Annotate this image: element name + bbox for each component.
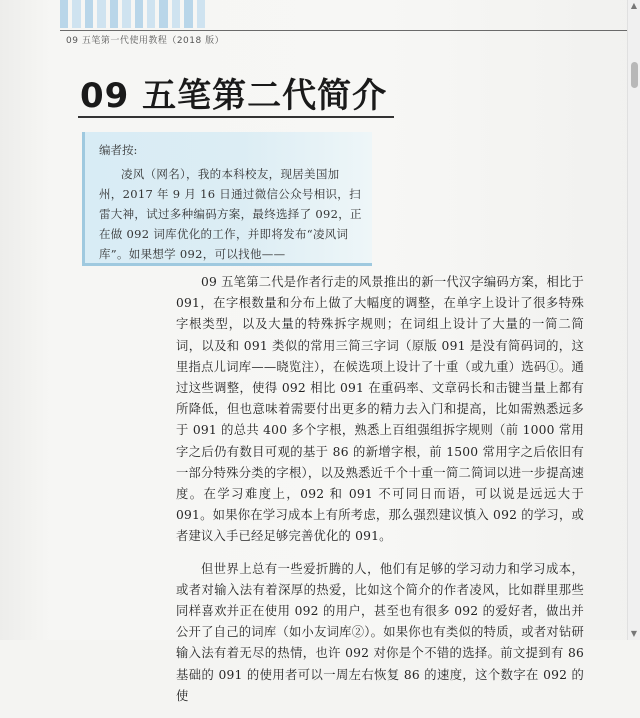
editor-note-box (82, 132, 372, 266)
header-decoration (60, 0, 205, 28)
header-stripe (122, 0, 130, 28)
header-stripe (147, 0, 155, 28)
scrollbar-thumb[interactable] (631, 62, 638, 88)
header-stripe (197, 0, 205, 28)
editor-note-label: 编者按: (99, 143, 138, 157)
scroll-down-icon[interactable]: ▼ (630, 629, 638, 638)
header-stripe (172, 0, 180, 28)
body-paragraph: 09 五笔第二代是作者行走的风景推出的新一代汉字编码方案，相比于 091，在字根数量和分布上做了大幅度的调整，在单字上设计了很多特殊字根类型，以及大量的特殊拆字规则；在词组上设计了大量的一简二简词，以及和 091 类似的常用三简三字词（原版 091 是没有简码词的，这里指点儿词库——晓览注），在候选项上设计了十重（或九重）选码①。通过这些调整，使得 092 相比 091 在重码率、文章码长和击键当量上都有所降低，但也意味着需要付出更多的精力去入门和提高，比如需熟悉远多于 091 的总共 400 多个字根，熟悉上百组强组拆字规则（前 1000 常用字之后仍有数目可观的基于 86 的新增字根，前 1500 常用字之后依旧有一部分特殊分类的字根），以及熟悉近千个十重一简二简词以进一步提高速度。在学习难度上，092 和 091 不可同日而语，可以说是远远大于 091。如果你在学习成本上有所考虑，那么强烈建议慎入 092 的学习，或者建议入手已经足够完善优化的 091。 (176, 275, 584, 544)
body-text (176, 272, 584, 718)
header-stripe (159, 0, 167, 28)
scroll-up-icon[interactable]: ▲ (630, 1, 638, 10)
chapter-title: 09 五笔第二代简介 (80, 76, 388, 116)
body-paragraph: 但世界上总有一些爱折腾的人，他们有足够的学习动力和学习成本，或者对输入法有着深厚的热爱，比如这个简介的作者凌风，比如群里那些同样喜欢并正在使用 092 的用户，甚至也有很多 092 的爱好者，做出并公开了自己的词库（如小友词库②）。如果你也有类似的特质，或者对钻研输入法有着无尽的热情，也许 092 对你是个不错的选择。前文提到有 86 基础的 091 的使用者可以一周左右恢复 86 的速度，这个数字在 092 的使 (176, 561, 584, 703)
header-stripe (60, 0, 68, 28)
header-stripe (110, 0, 118, 28)
running-head: 09 五笔第一代使用教程（2018 版） (66, 36, 225, 46)
editor-note-text: 凌风（网名），我的本科校友，现居美国加州，2017 年 9 月 16 日通过微信公众号相识，扫雷大神，试过多种编码方案，最终选择了 092，正在做 092 词库优化的工作，并即将发布“凌风词库”。如果想学 092，可以找他—— (99, 167, 362, 261)
vertical-scrollbar[interactable] (627, 0, 640, 640)
header-stripe (97, 0, 105, 28)
header-stripe (85, 0, 93, 28)
title-underline (78, 116, 394, 118)
header-stripe (184, 0, 192, 28)
header-stripe (135, 0, 143, 28)
header-rule (60, 30, 630, 31)
header-stripe (72, 0, 80, 28)
